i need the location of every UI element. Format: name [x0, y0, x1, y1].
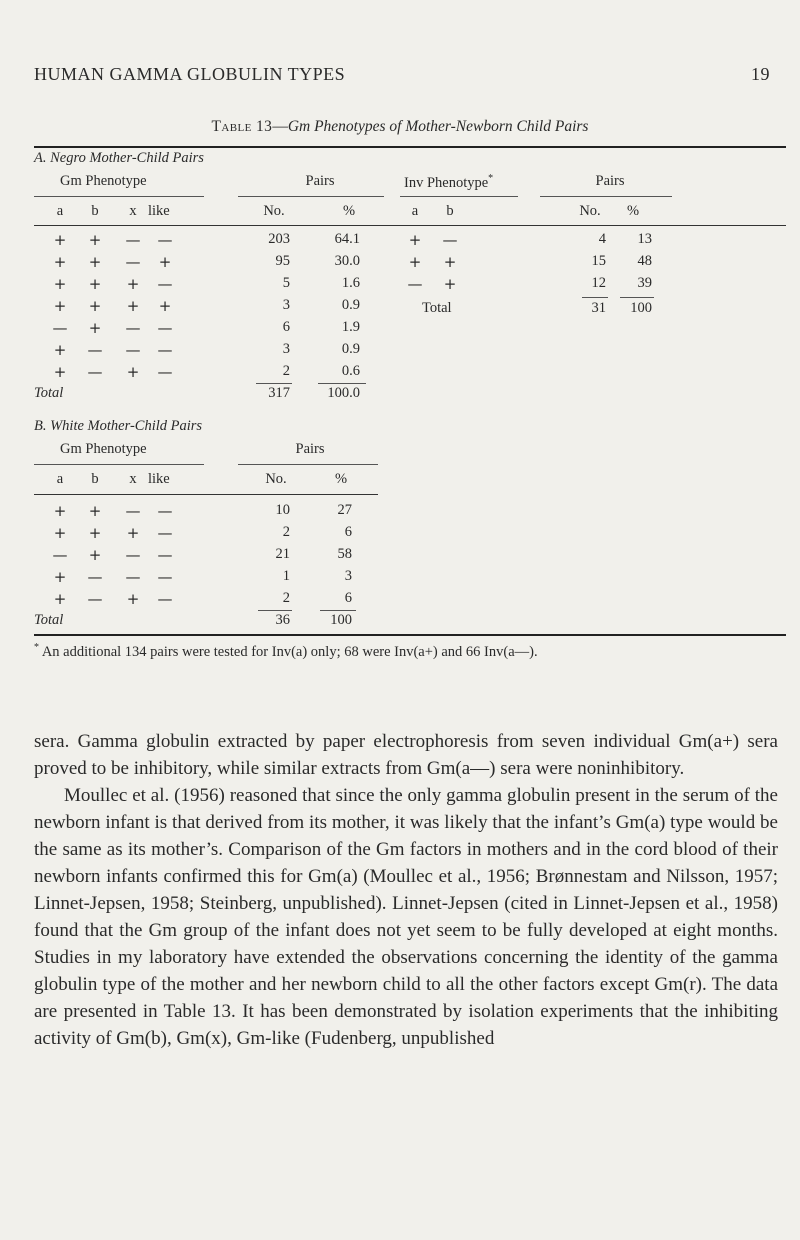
total-pct: 100: [330, 612, 352, 628]
col-inv-a-header: a: [411, 203, 419, 219]
pairs-header: Pairs: [305, 173, 335, 189]
total-pct: 100.0: [327, 385, 360, 401]
col-pct-header: %: [342, 203, 356, 219]
col-b-header: b: [91, 471, 99, 487]
col-inv-b-header: b: [446, 203, 454, 219]
running-title: HUMAN GAMMA GLOBULIN TYPES: [34, 64, 346, 84]
total-underline: [256, 383, 292, 384]
footnote-marker: *: [34, 642, 39, 653]
col-b-header: b: [91, 203, 99, 219]
pairs-header-underline: [238, 196, 384, 197]
total-label: Total: [34, 385, 64, 401]
col-no-header: No.: [263, 203, 285, 219]
col-no-header: No.: [265, 471, 287, 487]
gm-phenotype-header: Gm Phenotype: [60, 441, 147, 457]
table-footnote: [34, 638, 786, 662]
inv-total-pct: 100: [630, 300, 652, 316]
col-pct-header: %: [334, 471, 348, 487]
col-like-header: like: [148, 203, 170, 219]
inv-total-underline: [620, 297, 654, 298]
gm-phenotype-header: Gm Phenotype: [60, 173, 147, 189]
col-inv-no-header: No.: [579, 203, 601, 219]
body-text: [34, 728, 778, 1052]
section-b-header-rule: [34, 494, 378, 495]
total-underline: [320, 610, 356, 611]
total-underline: [318, 383, 366, 384]
inv-pairs-header-underline: [540, 196, 672, 197]
col-a-header: a: [56, 471, 64, 487]
footnote-text: An additional 134 pairs were tested for Inv(a) only; 68 were Inv(a+) and 66 Inv(a—).: [41, 643, 538, 660]
paragraph: Moullec et al. (1956) reasoned that since the only gamma globulin present in the serum of the newborn infant is that derived from its mother, it was likely that the infant’s Gm(a) type would be the same as its mother’s. Comparison of the Gm factors in mothers and in the cord blood of their newborn infants confirmed this for Gm(a) (Moullec et al., 1956; Brønnestam and Nilsson, 1957; Linnet-Jepsen, 1958; Steinberg, unpublished). Linnet-Jepsen (cited in Linnet-Jepsen et al., 1958) found that the Gm group of the infant does not yet seem to be fully developed at eight months. Studies in my laboratory have extended the observations concerning the identity of the gamma globulin type of the mother and her newborn child to all the other factors except Gm(r). The data are presented in Table 13. It has been demonstrated by isolation experiments that the inhibiting activity of Gm(b), Gm(x), Gm-like (Fudenberg, unpublished: [34, 785, 778, 1049]
caption-separator: —: [272, 118, 288, 135]
inv-total-label: Total: [422, 300, 452, 316]
pairs-header: Pairs: [295, 441, 325, 457]
inv-pairs-header: Pairs: [595, 173, 625, 189]
col-like-header: like: [148, 471, 170, 487]
inv-total-underline: [582, 297, 608, 298]
section-a-header-rule: [34, 225, 786, 226]
inv-phenotype-header: Inv Phenotype*: [404, 173, 494, 191]
section-b-title: B. White Mother-Child Pairs: [34, 418, 203, 434]
page-number: 19: [751, 64, 770, 84]
pairs-header-underline: [238, 464, 378, 465]
total-label: Total: [34, 612, 64, 628]
total-no: 36: [275, 612, 290, 628]
table-top-rule: [34, 146, 786, 148]
paragraph: sera. Gamma globulin extracted by paper electrophoresis from seven individual Gm(a+) sera proved to be inhibitory, while similar extracts from Gm(a—) sera were noninhibitory.: [34, 731, 778, 779]
table-bottom-rule: [34, 634, 786, 636]
col-x-header: x: [129, 203, 137, 219]
gm-header-underline: [34, 464, 204, 465]
table-caption: [0, 118, 800, 136]
inv-header-underline: [400, 196, 518, 197]
col-inv-pct-header: %: [626, 203, 640, 219]
section-a-title: A. Negro Mother-Child Pairs: [34, 150, 204, 166]
col-a-header: a: [56, 203, 64, 219]
inv-total-no: 31: [591, 300, 606, 316]
gm-header-underline: [34, 196, 204, 197]
total-underline: [258, 610, 292, 611]
col-x-header: x: [129, 471, 137, 487]
total-no: 317: [268, 385, 290, 401]
table-title: Gm Phenotypes of Mother-Newborn Child Pairs: [287, 118, 589, 135]
table-label: Table 13: [211, 118, 273, 135]
footnote-marker: *: [488, 173, 494, 184]
